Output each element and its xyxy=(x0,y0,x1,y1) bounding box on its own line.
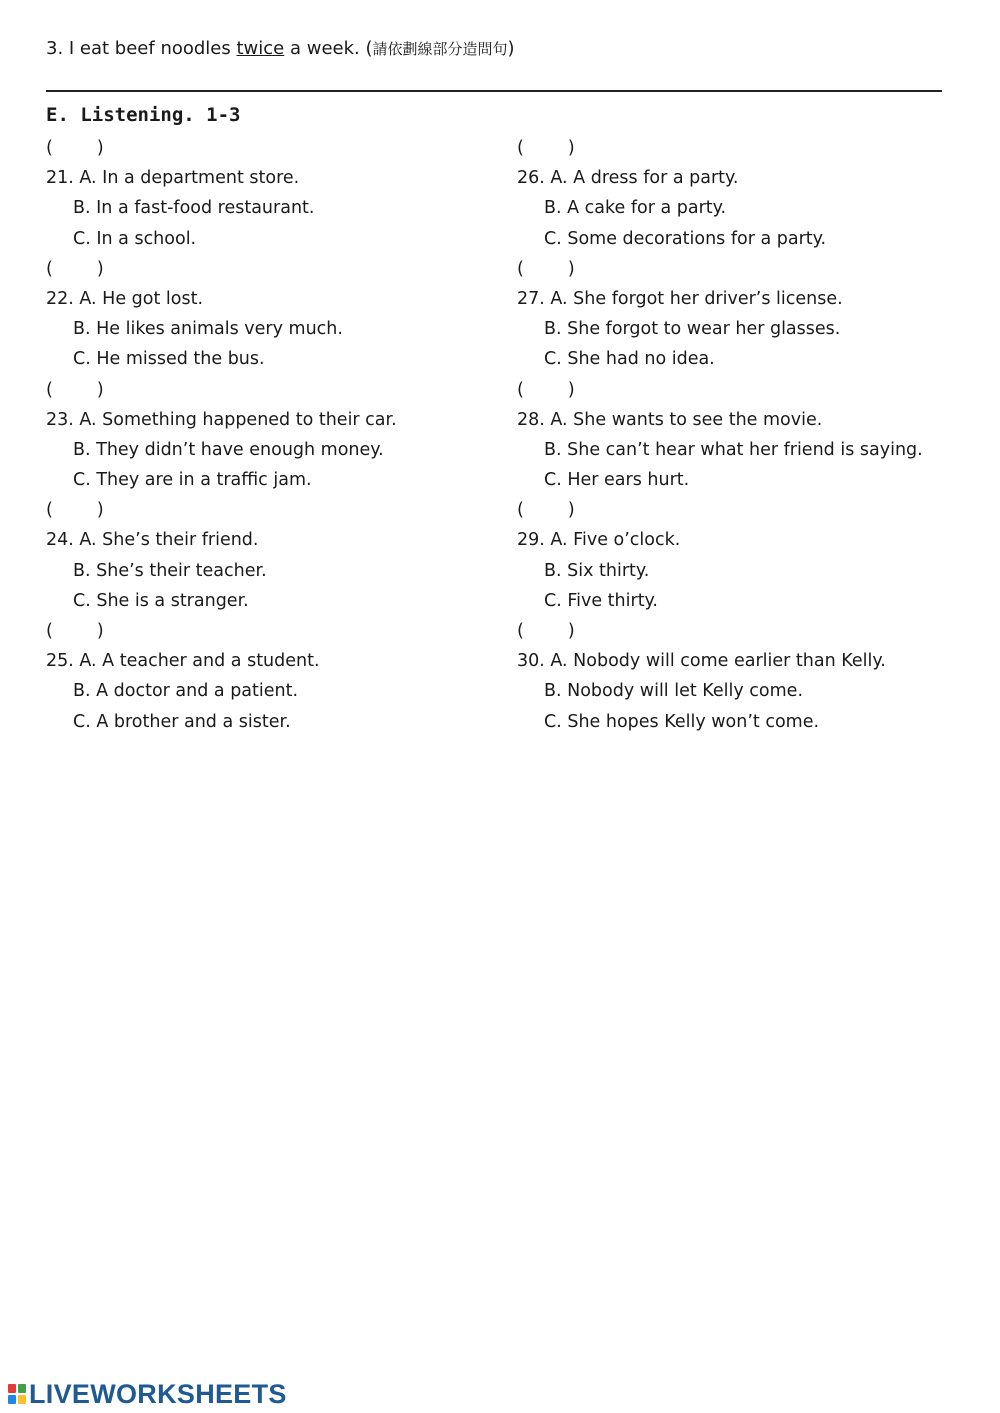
answer-blank[interactable] xyxy=(517,254,977,284)
answer-blank[interactable] xyxy=(46,133,506,163)
option-c: C. In a school. xyxy=(73,228,197,249)
section-heading: E. Listening. 1-3 xyxy=(46,104,241,126)
logo-blocks-icon xyxy=(8,1384,26,1404)
question-stem: 26. A. A dress for a party. xyxy=(517,168,739,189)
question-stem: 28. A. She wants to see the movie. xyxy=(517,409,823,430)
paren-open: ( xyxy=(517,379,524,400)
paren-open: ( xyxy=(517,138,524,158)
paren-close: ) xyxy=(96,379,104,400)
option-b: B. In a fast-food restaurant. xyxy=(73,198,315,219)
paren-open: ( xyxy=(46,138,53,158)
paren-open: ( xyxy=(46,258,53,279)
paren-open: ( xyxy=(517,621,524,641)
option-b: B. Nobody will let Kelly come. xyxy=(544,681,804,702)
option-b: B. They didn’t have enough money. xyxy=(73,439,384,460)
question-stem: 30. A. Nobody will come earlier than Kelly. xyxy=(517,651,886,672)
paren-open: ( xyxy=(46,379,53,400)
logo-text: LIVEWORKSHEETS xyxy=(29,1378,287,1409)
option-b: B. A cake for a party. xyxy=(544,198,727,219)
option-c: C. She hopes Kelly won’t come. xyxy=(544,711,820,732)
option-c: C. Some decorations for a party. xyxy=(544,228,827,249)
paren-close: ) xyxy=(567,621,575,641)
answer-blank[interactable] xyxy=(517,495,977,525)
paren-close: ) xyxy=(96,621,104,641)
question-stem: 23. A. Something happened to their car. xyxy=(46,409,397,430)
option-b: B. She can’t hear what her friend is saying. xyxy=(544,439,923,460)
option-c: C. Five thirty. xyxy=(544,590,658,611)
option-c: C. She had no idea. xyxy=(544,349,715,370)
liveworksheets-logo xyxy=(8,1378,287,1409)
question-3 xyxy=(46,38,515,59)
question-3-suffix: a week. ( xyxy=(284,38,373,59)
chinese-instruction: 請依劃線部分造問句 xyxy=(372,40,508,58)
option-c: C. Her ears hurt. xyxy=(544,470,690,491)
question-3-close: ) xyxy=(507,38,515,59)
option-c: C. He missed the bus. xyxy=(73,349,265,370)
question-stem: 29. A. Five o’clock. xyxy=(517,530,681,551)
paren-open: ( xyxy=(46,500,53,521)
option-c: C. She is a stranger. xyxy=(73,590,249,611)
paren-close: ) xyxy=(96,258,104,279)
paren-close: ) xyxy=(567,500,575,521)
logo-block xyxy=(18,1395,26,1404)
answer-line[interactable] xyxy=(46,90,942,92)
question-stem: 22. A. He got lost. xyxy=(46,288,204,309)
option-b: B. Six thirty. xyxy=(544,560,650,581)
paren-close: ) xyxy=(96,138,104,158)
logo-block xyxy=(18,1384,26,1393)
answer-blank[interactable] xyxy=(46,495,506,525)
answer-blank[interactable] xyxy=(517,375,977,405)
left-question-column xyxy=(46,133,506,737)
paren-close: ) xyxy=(96,500,104,521)
option-b: B. A doctor and a patient. xyxy=(73,681,299,702)
option-c: C. A brother and a sister. xyxy=(73,711,291,732)
paren-close: ) xyxy=(567,258,575,279)
answer-blank[interactable] xyxy=(46,375,506,405)
question-stem: 24. A. She’s their friend. xyxy=(46,530,259,551)
paren-open: ( xyxy=(517,500,524,521)
question-stem: 25. A. A teacher and a student. xyxy=(46,651,320,672)
paren-close: ) xyxy=(567,138,575,158)
option-c: C. They are in a traffic jam. xyxy=(73,470,312,491)
answer-blank[interactable] xyxy=(46,254,506,284)
option-b: B. He likes animals very much. xyxy=(73,319,343,340)
paren-open: ( xyxy=(517,258,524,279)
logo-block xyxy=(8,1384,16,1393)
paren-open: ( xyxy=(46,621,53,641)
answer-blank[interactable] xyxy=(517,616,977,646)
option-b: B. She’s their teacher. xyxy=(73,560,267,581)
question-stem: 27. A. She forgot her driver’s license. xyxy=(517,288,843,309)
option-b: B. She forgot to wear her glasses. xyxy=(544,319,841,340)
question-3-prefix: 3. I eat beef noodles xyxy=(46,38,237,59)
right-question-column xyxy=(517,133,977,737)
question-stem: 21. A. In a department store. xyxy=(46,168,300,189)
paren-close: ) xyxy=(567,379,575,400)
logo-block xyxy=(8,1395,16,1404)
answer-blank[interactable] xyxy=(46,616,506,646)
underlined-word: twice xyxy=(236,38,285,59)
answer-blank[interactable] xyxy=(517,133,977,163)
